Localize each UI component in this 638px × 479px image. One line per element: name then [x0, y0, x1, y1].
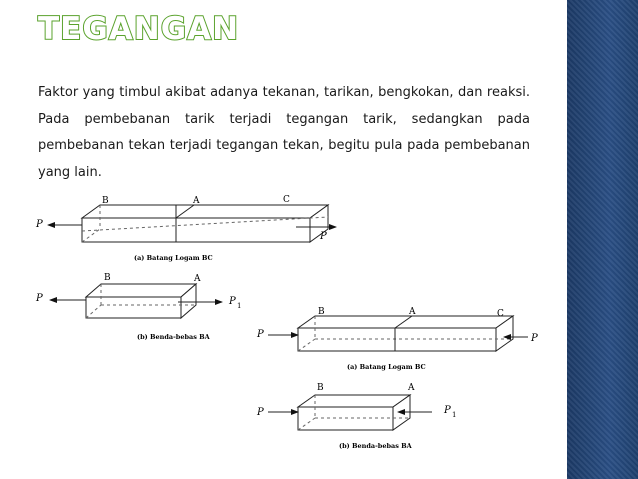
- label-b: B: [102, 196, 109, 206]
- label-a: A: [194, 274, 201, 284]
- compression-free-body-figure: [268, 395, 432, 430]
- block-front-face: [86, 297, 181, 318]
- label-a: A: [409, 307, 416, 317]
- force-subscript: 1: [452, 411, 457, 419]
- force-label-left: P: [257, 407, 264, 418]
- force-label-right: P: [444, 405, 451, 416]
- figure-caption: (b) Benda-bebas BA: [137, 333, 210, 341]
- tension-bar-figure: [48, 205, 336, 242]
- label-b: B: [318, 307, 325, 317]
- slide-paragraph: Faktor yang timbul akibat adanya tekanan, tarikan, bengkokan, dan reaksi. Pada pembebanan tarik terjadi tegangan tarik, sedangkan pada pembebanan tekan terjadi tegangan tekan, begitu pula pada pembebanan yang lain.: [38, 85, 530, 180]
- bar-top-face: [298, 316, 513, 328]
- figure-caption: (a) Batang Logam BC: [347, 363, 426, 371]
- figure-caption: (a) Batang Logam BC: [134, 254, 213, 262]
- tension-free-body-figure: [50, 284, 222, 318]
- slide-title: TEGANGAN: [38, 11, 240, 47]
- force-label-right: P: [531, 333, 538, 344]
- bar-top-face: [82, 205, 328, 218]
- block-top-face: [86, 284, 196, 297]
- force-label-right: P: [229, 296, 236, 307]
- label-c: C: [283, 195, 290, 205]
- force-label-right: P: [320, 231, 327, 242]
- label-c: C: [497, 309, 504, 319]
- force-label-left: P: [257, 329, 264, 340]
- force-label-left: P: [36, 293, 43, 304]
- compression-bar-figure: [268, 316, 528, 351]
- label-b: B: [317, 383, 324, 393]
- figure-caption: (b) Benda-bebas BA: [339, 442, 412, 450]
- force-label-left: P: [36, 219, 43, 230]
- label-a: A: [193, 196, 200, 206]
- label-b: B: [104, 273, 111, 283]
- label-a: A: [408, 383, 415, 393]
- force-subscript: 1: [237, 302, 242, 310]
- bar-front-face: [82, 218, 310, 242]
